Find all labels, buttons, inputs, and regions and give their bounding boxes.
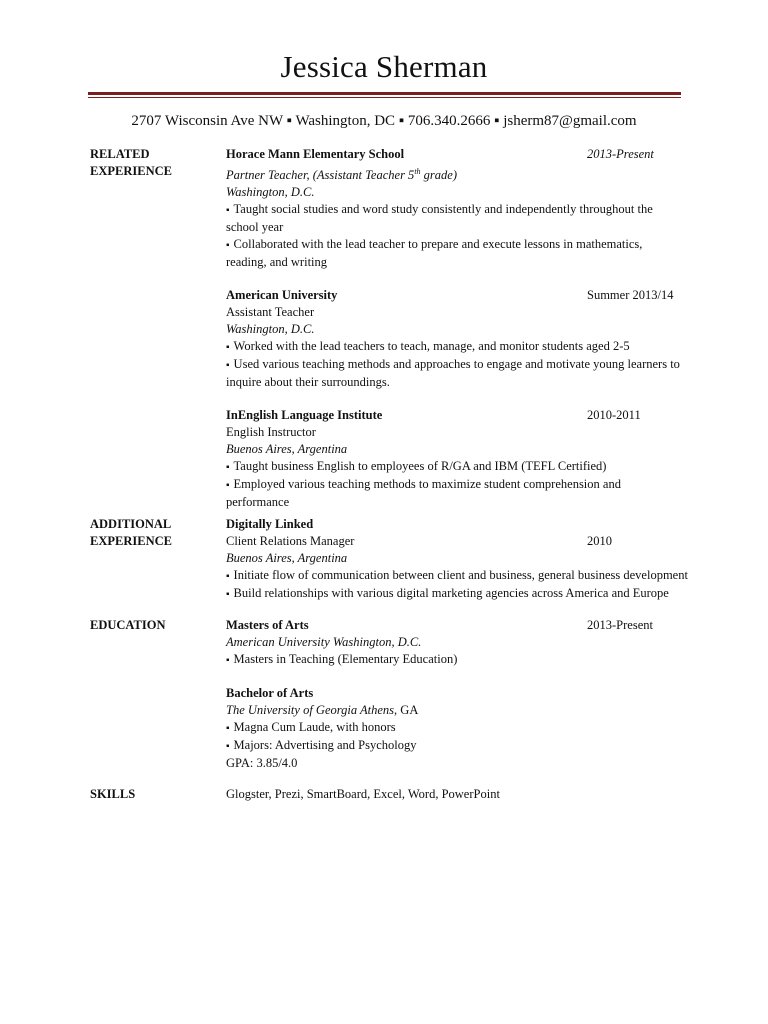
entry-organization: American University (226, 288, 338, 303)
entry-location: Washington, D.C. (226, 185, 315, 200)
section-body (226, 516, 688, 619)
entry-bullet: ▪ Magna Cum Laude, with honors (226, 719, 681, 737)
entry-bullet: ▪ Taught social studies and word study consistently and independently throughout the school year (226, 201, 681, 236)
entry-title: Assistant Teacher (226, 305, 315, 320)
header-rule-thick (88, 92, 681, 95)
entry-location: Washington, D.C. (226, 322, 315, 337)
entry-bullet: ▪ Build relationships with various digital marketing agencies across America and Europe (226, 585, 681, 603)
entry-date: 2010-2011 (587, 408, 641, 423)
section-label: RELATED EXPERIENCE (90, 147, 172, 178)
gpa: GPA: 3.85/4.0 (226, 756, 298, 770)
entry-bullet: ▪ Majors: Advertising and Psychology (226, 737, 681, 755)
experience-entry (226, 407, 681, 511)
entry-bullet: ▪ Initiate flow of communication between client and business, general business development (226, 567, 681, 585)
section-body (226, 617, 681, 788)
entry-bullet: ▪ Used various teaching methods and approaches to engage and motivate young learners to inquire about their surroundings. (226, 356, 681, 391)
entry-organization: InEnglish Language Institute (226, 408, 383, 423)
entry-title: Partner Teacher, (Assistant Teacher 5th grade) (226, 167, 457, 183)
entry-bullet: ▪ Collaborated with the lead teacher to prepare and execute lessons in mathematics, reading, and writing (226, 236, 681, 271)
education-entry (226, 617, 681, 669)
entry-date: 2013-Present (587, 618, 653, 632)
school-name: The University of Georgia Athens, GA (226, 703, 419, 717)
skills-list: Glogster, Prezi, SmartBoard, Excel, Word, PowerPoint (226, 787, 500, 801)
experience-entry (226, 287, 681, 391)
entry-location: Buenos Aires, Argentina (226, 442, 348, 457)
degree-name: Masters of Arts (226, 618, 309, 632)
entry-bullet: ▪ Worked with the lead teachers to teach, manage, and monitor students aged 2-5 (226, 338, 681, 356)
section-body (226, 146, 681, 527)
section-body (226, 786, 681, 803)
contact-line: 2707 Wisconsin Ave NW ▪ Washington, DC ▪ 706.340.2666 ▪ jsherm87@gmail.com (131, 113, 637, 129)
section-label: EDUCATION (90, 618, 166, 632)
section-label: ADDITIONAL EXPERIENCE (90, 517, 172, 548)
entry-organization: Horace Mann Elementary School (226, 147, 405, 161)
section-label: SKILLS (90, 787, 136, 801)
entry-bullet: ▪ Taught business English to employees of R/GA and IBM (TEFL Certified) (226, 458, 681, 476)
education-entry (226, 685, 681, 772)
entry-bullet: ▪ Masters in Teaching (Elementary Education) (226, 651, 681, 669)
entry-date: Summer 2013/14 (587, 288, 674, 303)
entry-location: Buenos Aires, Argentina (226, 551, 348, 565)
entry-date: 2010 (587, 534, 612, 548)
resume-name: Jessica Sherman (280, 49, 488, 84)
header-rule-thin (88, 97, 681, 98)
entry-date: 2013-Present (587, 147, 654, 161)
entry-title: Client Relations Manager (226, 534, 355, 548)
experience-entry (226, 516, 688, 603)
degree-name: Bachelor of Arts (226, 686, 314, 700)
school-name: American University Washington, D.C. (226, 635, 422, 649)
experience-entry (226, 146, 681, 271)
entry-title: English Instructor (226, 425, 316, 440)
entry-organization: Digitally Linked (226, 517, 314, 531)
entry-bullet: ▪ Employed various teaching methods to maximize student comprehension and performance (226, 476, 681, 511)
